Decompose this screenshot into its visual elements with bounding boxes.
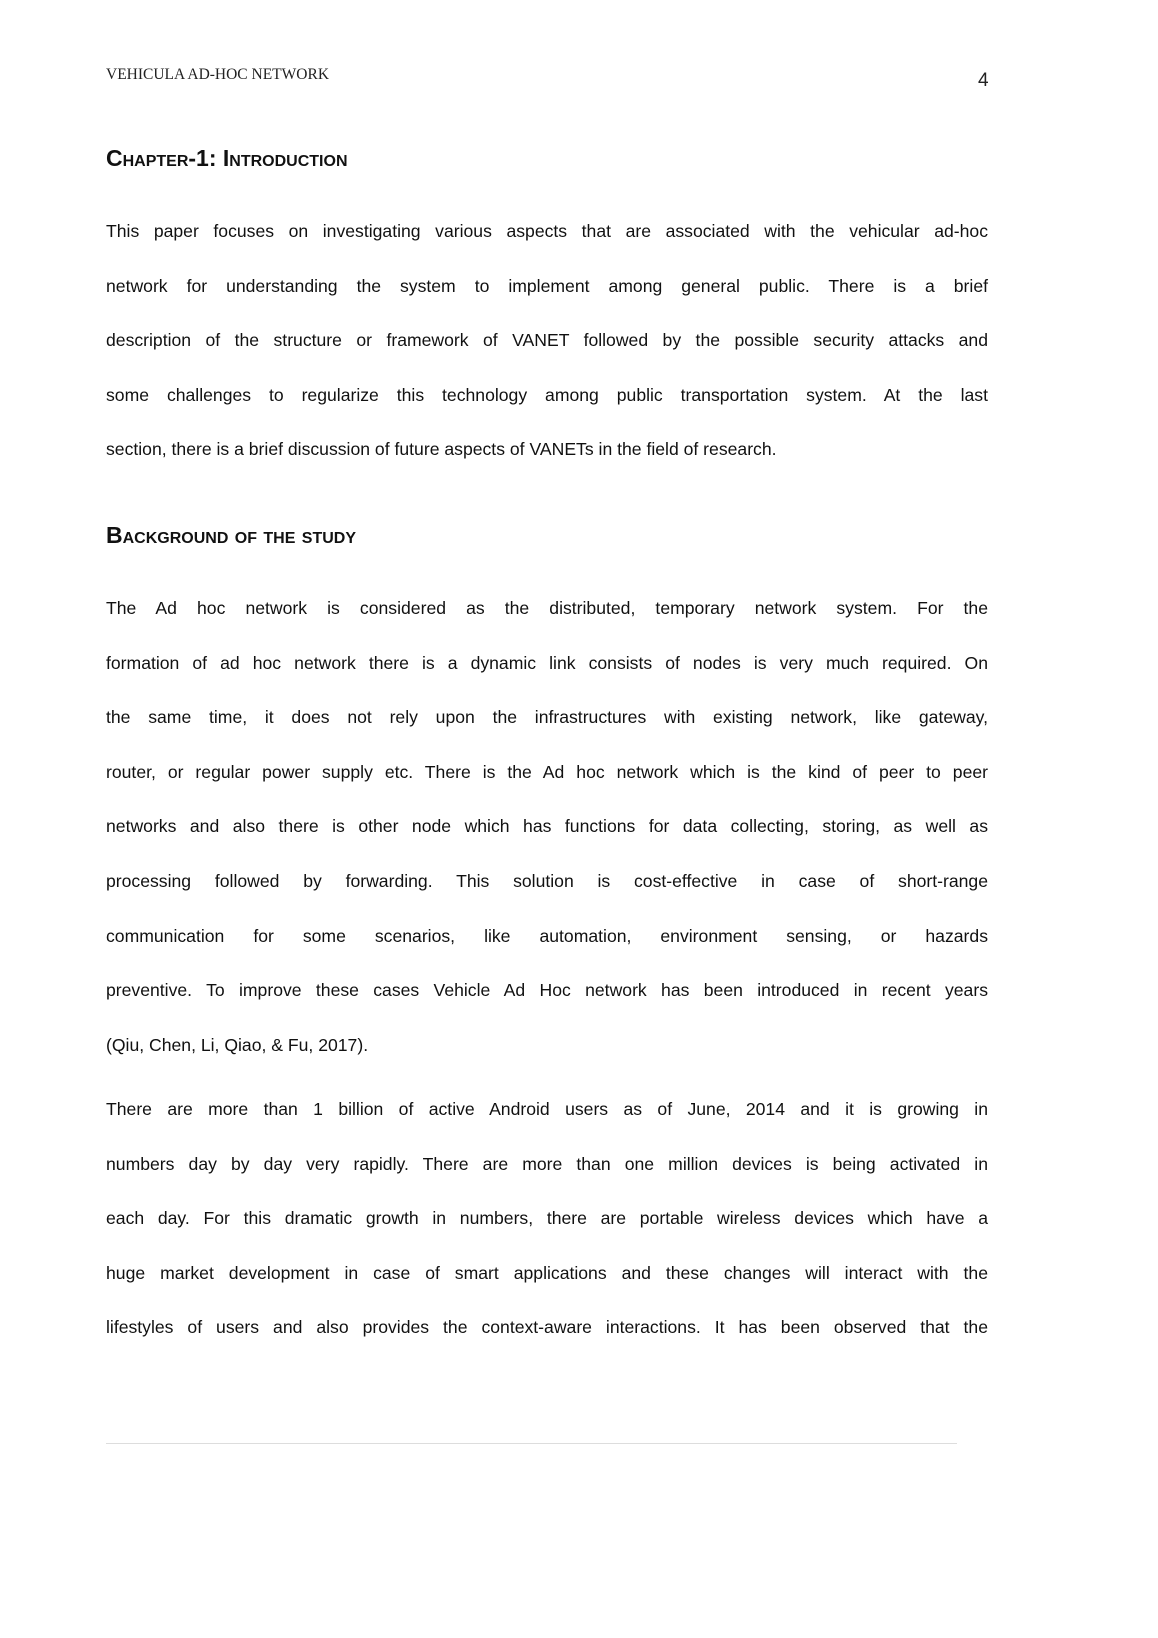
text-line: (Qiu, Chen, Li, Qiao, & Fu, 2017).: [106, 1034, 369, 1055]
running-header: VEHICULA AD-HOC NETWORK: [106, 66, 330, 83]
text-line: lifestyles of users and also provides the context-aware interactions. It has been observed that the: [106, 1317, 988, 1338]
text-line: some challenges to regularize this technology among public transportation system. At the last: [106, 384, 988, 405]
text-line: processing followed by forwarding. This solution is cost-effective in case of short-range: [106, 870, 988, 891]
text-line: preventive. To improve these cases Vehicle Ad Hoc network has been introduced in recent years: [106, 980, 988, 1001]
paragraph-intro: [106, 216, 988, 489]
text-line: the same time, it does not rely upon the infrastructures with existing network, like gateway,: [106, 707, 988, 728]
text-line: The Ad hoc network is considered as the distributed, temporary network system. For the: [106, 598, 988, 618]
paragraph-android: [106, 1094, 988, 1367]
text-line: networks and also there is other node which has functions for data collecting, storing, as well as: [106, 816, 988, 837]
text-line: numbers day by day very rapidly. There are more than one million devices is being activated in: [106, 1153, 988, 1174]
section-heading: Background of the study: [106, 522, 356, 548]
paragraph-background: [106, 593, 988, 1084]
chapter-heading: Chapter-1: Introduction: [106, 145, 348, 171]
text-line: huge market development in case of smart applications and these changes will interact with the: [106, 1262, 988, 1283]
text-line: section, there is a brief discussion of future aspects of VANETs in the field of research.: [106, 439, 777, 460]
text-line: network for understanding the system to implement among general public. There is a brief: [106, 275, 988, 296]
page-number: 4: [978, 70, 989, 91]
text-line: This paper focuses on investigating various aspects that are associated with the vehicular ad-hoc: [106, 221, 988, 241]
text-line: router, or regular power supply etc. There is the Ad hoc network which is the kind of peer to peer: [106, 761, 988, 782]
text-line: formation of ad hoc network there is a dynamic link consists of nodes is very much required. On: [106, 652, 988, 673]
text-line: description of the structure or framework of VANET followed by the possible security attacks and: [106, 330, 988, 351]
text-line: each day. For this dramatic growth in numbers, there are portable wireless devices which have a: [106, 1208, 988, 1229]
text-line: communication for some scenarios, like automation, environment sensing, or hazards: [106, 925, 988, 946]
text-line: There are more than 1 billion of active Android users as of June, 2014 and it is growing in: [106, 1099, 988, 1119]
footer-divider: [106, 1443, 957, 1444]
